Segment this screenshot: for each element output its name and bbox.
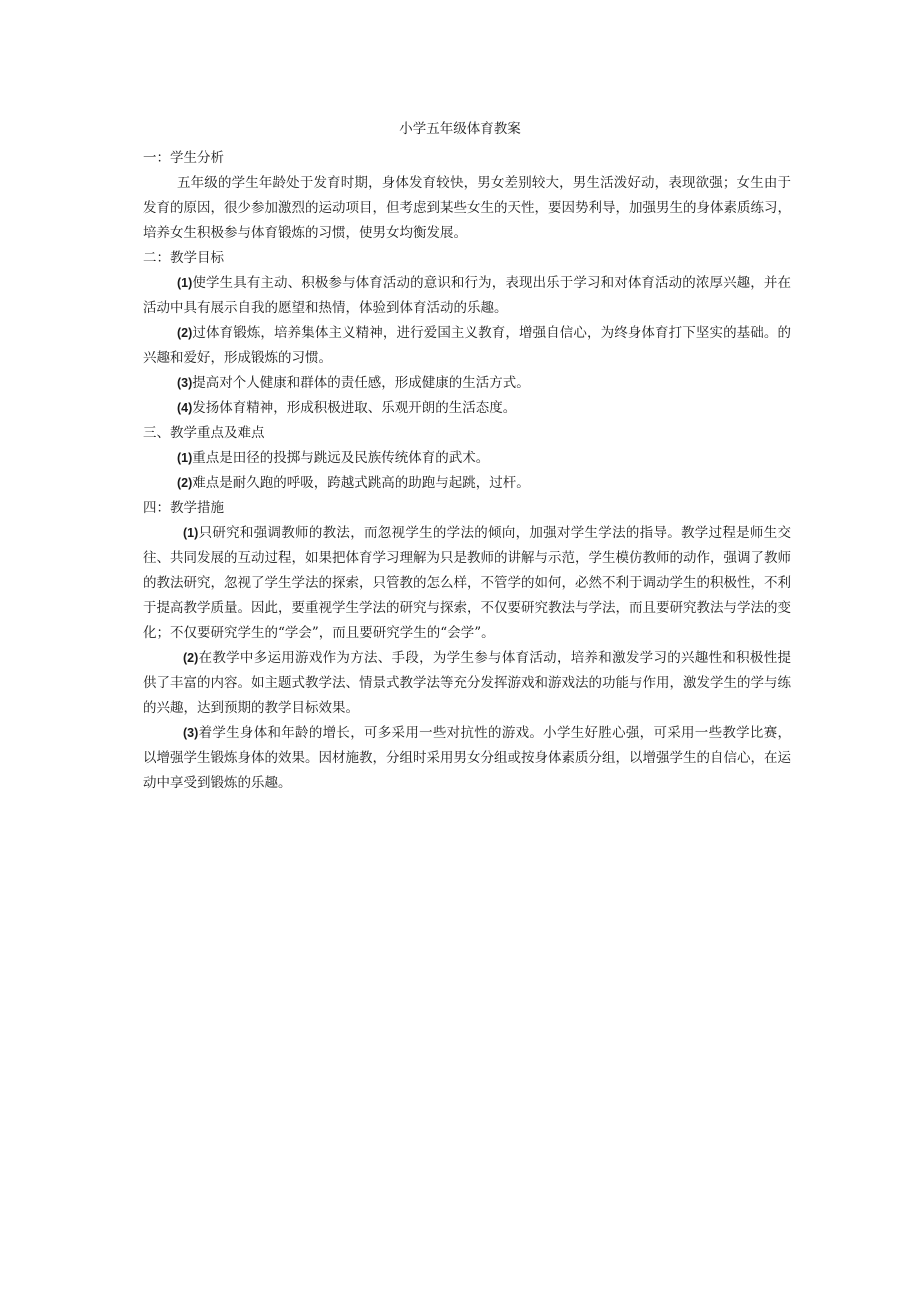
item-number: (2) [177,476,193,490]
key-point-item-2 [143,471,791,496]
measure-item-3 [143,721,791,796]
item-text: 发扬体育精神，形成积极进取、乐观开朗的生活态度。 [192,400,517,416]
paragraph-student-analysis: 五年级的学生年龄处于发育时期，身体发育较快，男女差别较大，男生活泼好动，表现欲强；女生由于发育的原因，很少参加激烈的运动项目，但考虑到某些女生的天性，要因势利导，加强男生的身体素质练习，培养女生积极参与体育锻炼的习惯，使男女均衡发展。 [143,175,791,241]
item-text: 过体育锻炼，培养集体主义精神，进行爱国主义教育，增强自信心，为终身体育打下坚实的基础。的兴趣和爱好，形成锻炼的习惯。 [143,325,791,366]
item-text: 提高对个人健康和群体的责任感，形成健康的生活方式。 [192,375,530,391]
item-number: (1) [177,451,193,465]
section-heading-teaching-goals: 二：教学目标 [143,250,224,266]
item-number: (2) [177,326,193,340]
goal-item-4 [143,396,791,421]
item-text: 只研究和强调教师的教法，而忽视学生的学法的倾向，加强对学生学法的指导。教学过程是师生交往、共同发展的互动过程，如果把体育学习理解为只是教师的讲解与示范，学生模仿教师的动作，强调了教师的教法研究，忽视了学生学法的探索，只管教的怎么样，不管学的如何，必然不利于调动学生的积极性，不利于提高教学质量。因此，要重视学生学法的研究与探索，不仅要研究教法与学法，而且要研究教法与学法的变化；不仅要研究学生的“学会”，而且要研究学生的“会学”。 [143,525,791,641]
item-number: (3) [177,376,193,390]
item-text: 在教学中多运用游戏作为方法、手段，为学生参与体育活动，培养和激发学习的兴趣性和积极性提供了丰富的内容。如主题式教学法、情景式教学法等充分发挥游戏和游戏法的功能与作用，激发学生的学与练的兴趣，达到预期的教学目标效果。 [143,650,791,716]
goal-item-2 [143,321,791,371]
measure-item-1 [143,521,791,646]
section-heading-student-analysis: 一：学生分析 [143,150,224,166]
item-number: (4) [177,401,193,415]
item-number: (1) [183,526,199,540]
document-body [143,146,791,796]
section-heading-teaching-measures: 四：教学措施 [143,500,224,516]
item-number: (2) [183,651,199,665]
measure-item-2 [143,646,791,721]
item-text: 使学生具有主动、积极参与体育活动的意识和行为，表现出乐于学习和对体育活动的浓厚兴趣，并在活动中具有展示自我的愿望和热情，体验到体育活动的乐趣。 [143,275,791,316]
key-point-item-1 [143,446,791,471]
section-heading-key-points: 三、教学重点及难点 [143,425,265,441]
item-number: (1) [177,276,193,290]
item-text: 着学生身体和年龄的增长，可多采用一些对抗性的游戏。小学生好胜心强，可采用一些教学比赛，以增强学生锻炼身体的效果。因材施教，分组时采用男女分组或按身体素质分组，以增强学生的自信心，在运动中享受到锻炼的乐趣。 [143,725,791,791]
document-title: 小学五年级体育教案 [399,121,521,137]
goal-item-3 [143,371,791,396]
item-text: 重点是田径的投掷与跳远及民族传统体育的武术。 [192,450,490,466]
item-number: (3) [183,726,199,740]
item-text: 难点是耐久跑的呼吸，跨越式跳高的助跑与起跳，过杆。 [192,475,530,491]
goal-item-1 [143,271,791,321]
